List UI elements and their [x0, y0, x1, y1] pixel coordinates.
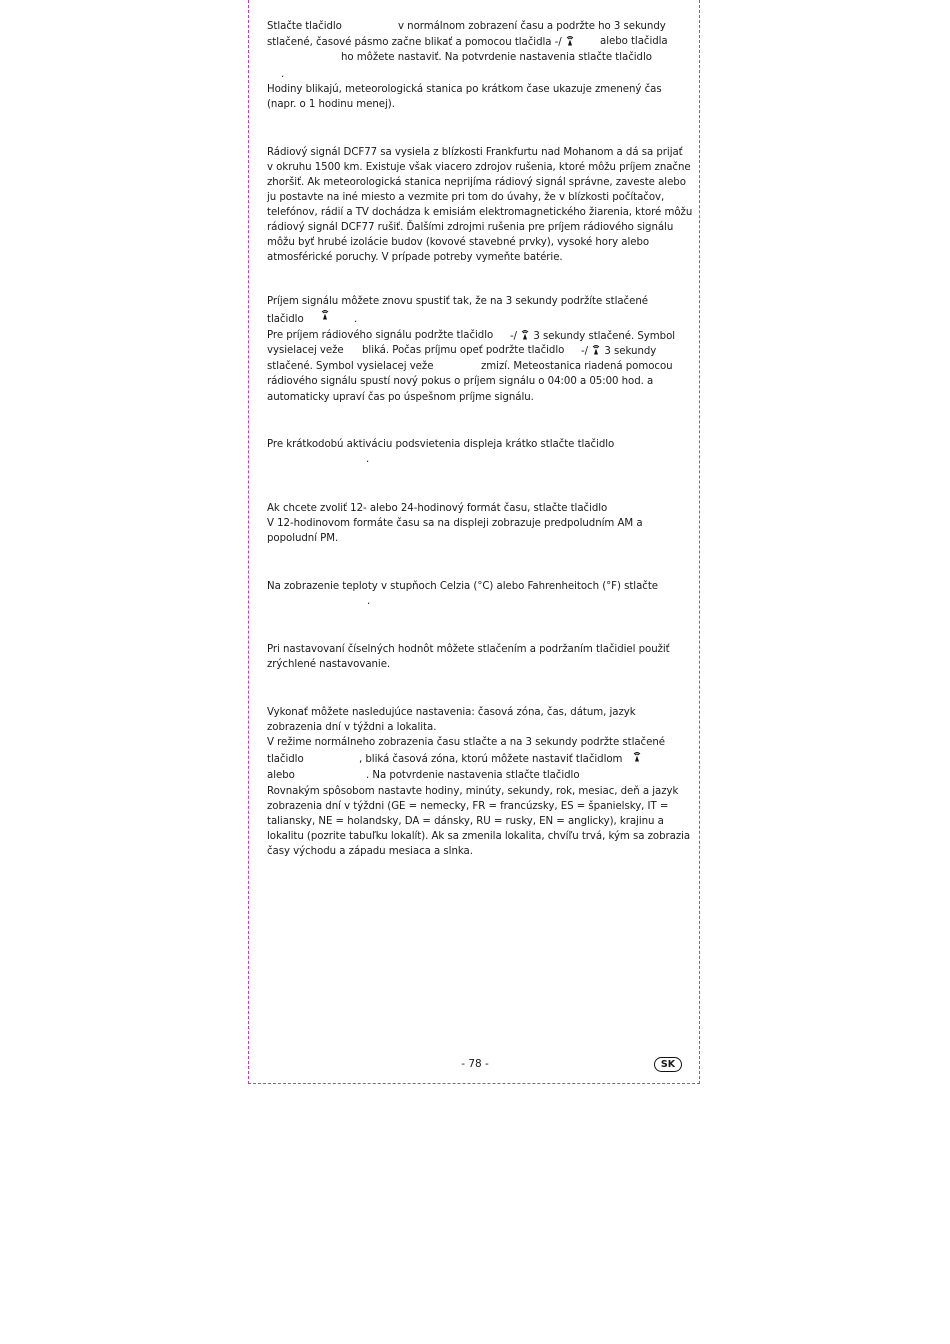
text-line: Rovnakým spôsobom nastavte hodiny, minúty, sekundy, rok, mesiac, deň a jazyk	[267, 786, 679, 797]
text-line: . Na potvrdenie nastavenia stlačte tlačidlo	[366, 770, 580, 781]
text-line: Ak chcete zvoliť 12- alebo 24-hodinový formát času, stlačte tlačidlo	[267, 503, 608, 514]
text-line: tlačidlo	[267, 314, 304, 325]
text-line: automaticky upraví čas po úspešnom príjme signálu.	[267, 392, 534, 403]
text-line: tlačidlo	[267, 754, 304, 765]
radio-tower-icon	[591, 344, 601, 355]
text-line: zhoršiť. Ak meteorologická stanica neprijíma rádiový signál správne, zaveste alebo	[267, 177, 686, 188]
text-line: Rádiový signál DCF77 sa vysiela z blízkosti Frankfurtu nad Mohanom a dá sa prijať	[267, 147, 683, 158]
text-line: zmizí. Meteostanica riadená pomocou	[481, 361, 673, 372]
text-line: taliansky, NE = holandsky, DA = dánsky, RU = rusky, EN = anglicky), krajinu a	[267, 816, 664, 827]
text-line: stlačené, časové pásmo začne blikať a pomocou tlačidla -/	[267, 35, 575, 49]
text-line: lokalitu (pozrite tabuľku lokalít). Ak sa zmenila lokalita, chvíľu trvá, kým sa zobrazia	[267, 831, 691, 842]
text-line: -/ 3 sekundy stlačené. Symbol	[510, 331, 676, 342]
text-line: .	[354, 314, 358, 325]
radio-tower-icon	[632, 751, 642, 762]
text-line: (napr. o 1 hodinu menej).	[267, 99, 395, 110]
text-line: V 12-hodinovom formáte času sa na displeji zobrazuje predpoludním AM a	[267, 518, 643, 529]
text-line: -/ 3 sekundy	[581, 346, 657, 357]
text-line: ho môžete nastaviť. Na potvrdenie nastavenia stlačte tlačidlo	[341, 52, 652, 63]
text-line: popoludní PM.	[267, 533, 339, 544]
text-line: rádiový signál DCF77 rušiť. Ďalšími zdrojmi rušenia pre príjem rádiového signálu	[267, 222, 674, 233]
radio-tower-icon	[520, 329, 530, 340]
text-line: ju postavte na iné miesto a vezmite pri tom do úvahy, že v blízkosti počítačov,	[267, 192, 665, 203]
page-number: - 78 -	[461, 1058, 489, 1070]
text-line: atmosférické poruchy. V prípade potreby vymeňte batérie.	[267, 252, 563, 263]
text-line: rádiového signálu spustí nový pokus o príjem signálu o 04:00 a 05:00 hod. a	[267, 376, 654, 387]
text-line: Príjem signálu môžete znovu spustiť tak, že na 3 sekundy podržíte stlačené	[267, 296, 648, 307]
text-line: zobrazenia dní v týždni (GE = nemecky, FR = francúzsky, ES = španielsky, IT =	[267, 801, 669, 812]
text-line: Vykonať môžete nasledujúce nastavenia: časová zóna, čas, dátum, jazyk	[267, 707, 636, 718]
text-line: .	[367, 596, 371, 607]
text-line: Pre krátkodobú aktiváciu podsvietenia displeja krátko stlačte tlačidlo	[267, 439, 615, 450]
text-line	[320, 309, 330, 323]
text-line: v okruhu 1500 km. Existuje však viacero zdrojov rušenia, ktoré môžu príjem značne	[267, 162, 691, 173]
text-line: Hodiny blikajú, meteorologická stanica po krátkom čase ukazuje zmenený čas	[267, 84, 662, 95]
text-line: stlačené. Symbol vysielacej veže	[267, 361, 434, 372]
text-line: .	[281, 69, 285, 80]
text-line: zrýchlené nastavovanie.	[267, 659, 391, 670]
text-line: zobrazenia dní v týždni a lokalita.	[267, 722, 437, 733]
text-line: Na zobrazenie teploty v stupňoch Celzia (°C) alebo Fahrenheitoch (°F) stlačte	[267, 581, 658, 592]
text-line: bliká. Počas príjmu opeť podržte tlačidlo	[362, 345, 565, 356]
text-line: časy východu a západu mesiaca a slnka.	[267, 846, 473, 857]
language-badge: SK	[654, 1057, 682, 1072]
text-line: alebo	[267, 770, 295, 781]
text-line: Pre príjem rádiového signálu podržte tlačidlo	[267, 330, 494, 341]
text-line: môžu byť hrubé izolácie budov (kovové stavebné prvky), vysoké hory alebo	[267, 237, 650, 248]
text-line: V režime normálneho zobrazenia času stlačte a na 3 sekundy podržte stlačené	[267, 737, 665, 748]
text-line: Pri nastavovaní číselných hodnôt môžete stlačením a podržaním tlačidiel použiť	[267, 644, 670, 655]
radio-tower-icon	[320, 309, 330, 320]
text-line: telefónov, rádií a TV dochádza k emisiám elektromagnetického žiarenia, ktoré môžu	[267, 207, 693, 218]
text-line: alebo tlačidla	[600, 36, 668, 47]
text-line: , bliká časová zóna, ktorú môžete nastaviť tlačidlom	[359, 754, 623, 765]
text-line: .	[366, 454, 370, 465]
text-line	[632, 751, 642, 765]
radio-tower-icon	[565, 35, 575, 46]
text-line: v normálnom zobrazení času a podržte ho 3 sekundy	[398, 21, 666, 32]
text-line: vysielacej veže	[267, 345, 344, 356]
text-line: Stlačte tlačidlo	[267, 21, 342, 32]
